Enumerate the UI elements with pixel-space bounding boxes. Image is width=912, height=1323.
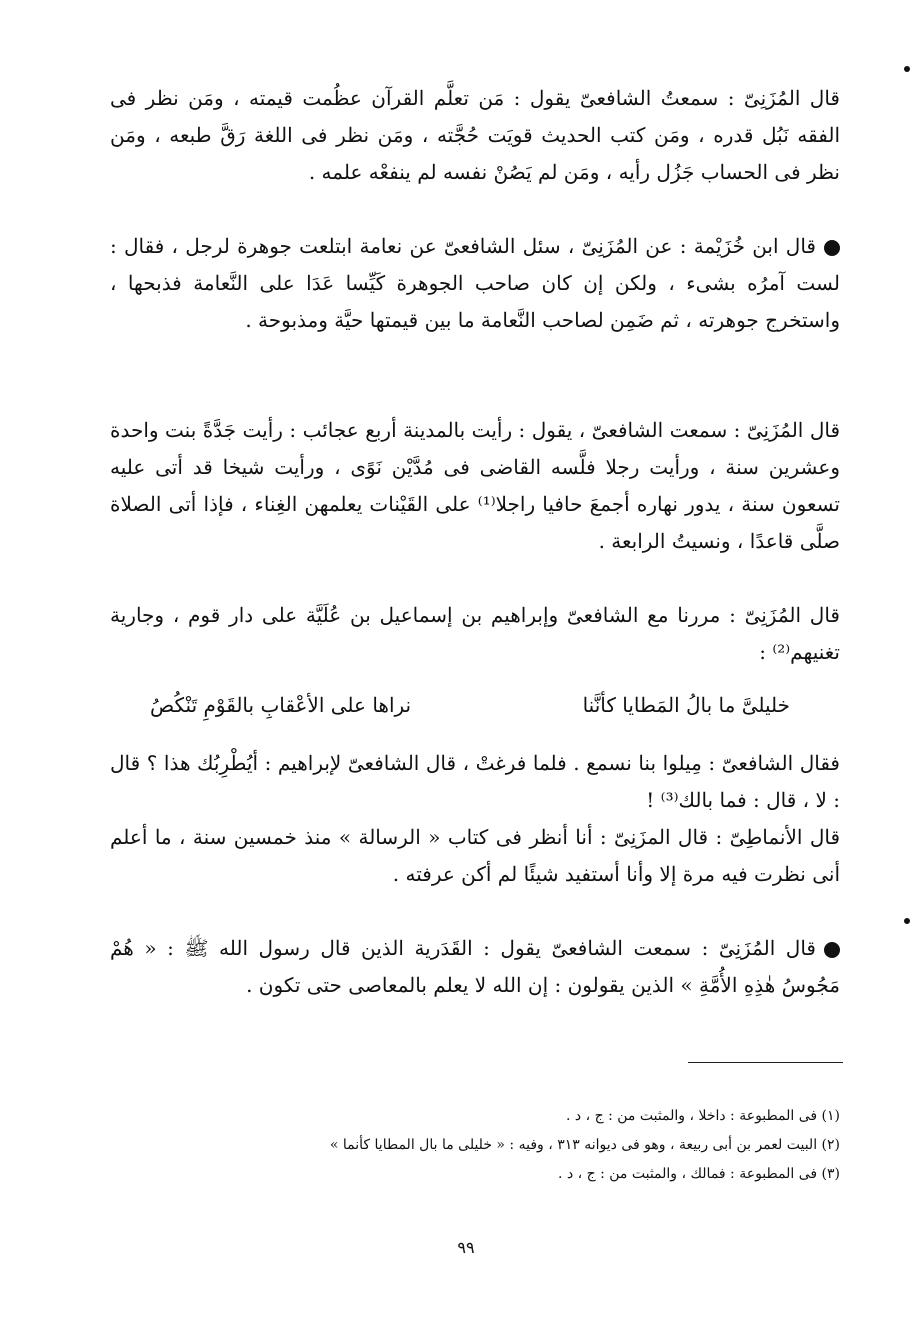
- paragraph-3: قال المُزَنِىّ : سمعت الشافعىّ ، يقول : رأيت بالمدينة أربع عجائب : رأيت جَدَّةً بنت واحدة وعشرين سنة ، ورأيت رجلا فلَّسه القاضى فى مُدَّيْن نَوًى ، ورأيت شيخا قد أتى عليه تسعون سنة ، يدور نهاره أجمعَ حافيا راجلا⁽¹⁾ على القَيْنات يعلمهن الغِناء ، فإذا أتى الصلاة صلَّى قاعدًا ، ونسيتُ الرابعة .: [110, 418, 840, 553]
- paragraph-7-block: [110, 930, 840, 1004]
- paragraph-2-block: [110, 228, 840, 339]
- paragraph-1: قال المُزَنِىّ : سمعتُ الشافعىّ يقول : مَن تعلَّم القرآن عظُمت قيمته ، ومَن نظر فى الفقه نَبُل قدره ، ومَن كتب الحديث قويَت حُجَّته ، ومَن نظر فى اللغة رَقَّ طبعه ، ومَن نظر فى الحساب جَزُل رأيه ، ومَن لم يَصُنْ نفسه لم ينفعْه علمه .: [110, 86, 840, 184]
- footnote-3: (٣) فى المطبوعة : فمالك ، والمثبت من : ج ، د .: [558, 1166, 840, 1182]
- bullet-marker: [824, 240, 840, 256]
- page-edge-mark-top: [904, 66, 910, 72]
- paragraph-5-block: [110, 745, 840, 819]
- footnotes: [220, 1102, 840, 1189]
- footnote-separator: [688, 1062, 843, 1063]
- poem-hemistich-2: نراها على الأعْقابِ بالقَوْمِ تَنْكُصُ: [150, 693, 412, 717]
- page-number: ٩٩: [457, 1238, 475, 1257]
- paragraph-6: قال الأنماطِىّ : قال المزَنِىّ : أنا أنظر فى كتاب « الرسالة » منذ خمسين سنة ، ما أعلم أنى نظرت فيه مرة إلا وأنا أستفيد شيئًا لم أكن عرفته .: [110, 825, 840, 886]
- poem-hemistich-1: خليلىَّ ما بالُ المَطايا كأنَّنا: [582, 693, 790, 717]
- paragraph-4: قال المُزَنِىّ : مررنا مع الشافعىّ وإبراهيم بن إسماعيل بن عُلَيَّة على دار قوم ، وجارية تغنيهم⁽²⁾ :: [110, 603, 840, 664]
- paragraph-6-block: [110, 819, 840, 893]
- footnote-2: (٢) البيت لعمر بن أبى ربيعة ، وهو فى ديوانه ٣١٣ ، وفيه : « خليلى ما بال المطايا كأنما »: [329, 1137, 840, 1153]
- paragraph-5: فقال الشافعىّ : مِيلوا بنا نسمع . فلما فرغتْ ، قال الشافعىّ لإبراهيم : أيُطْرِبُك هذا ؟ قال : لا ، قال : فما بالك⁽³⁾ !: [110, 751, 840, 812]
- paragraph-7: [110, 930, 840, 1004]
- page-edge-mark-bottom: [904, 918, 910, 924]
- footnote-1: (١) فى المطبوعة : داخلا ، والمثبت من : ج ، د .: [566, 1108, 840, 1124]
- paragraph-2: [110, 228, 840, 339]
- paragraph-2-text: قال ابن خُزَيْمة : عن المُزَنِىّ ، سئل الشافعىّ عن نعامة ابتلعت جوهرة لرجل ، فقال : لست آمرُه بشىء ، ولكن إن كان صاحب الجوهرة كَيِّسا عَدَا على النَّعامة فذبحها ، واستخرج جوهرته ، ثم ضَمِن لصاحب النَّعامة ما بين قيمتها حيَّة ومذبوحة .: [110, 234, 840, 332]
- poem-verse: [150, 687, 790, 724]
- paragraph-3-block: [110, 412, 840, 560]
- paragraph-7-text: قال المُزَنِىّ : سمعت الشافعىّ يقول : القَدَرية الذين قال رسول الله ﷺ : « هُمْ مَجُوسُ هٰذِهِ الأُمَّةِ » الذين يقولون : إن الله لا يعلم بالمعاصى حتى تكون .: [110, 936, 840, 997]
- paragraph-4-block: [110, 597, 840, 671]
- paragraph-1-block: [110, 80, 840, 191]
- bullet-marker: [824, 942, 840, 958]
